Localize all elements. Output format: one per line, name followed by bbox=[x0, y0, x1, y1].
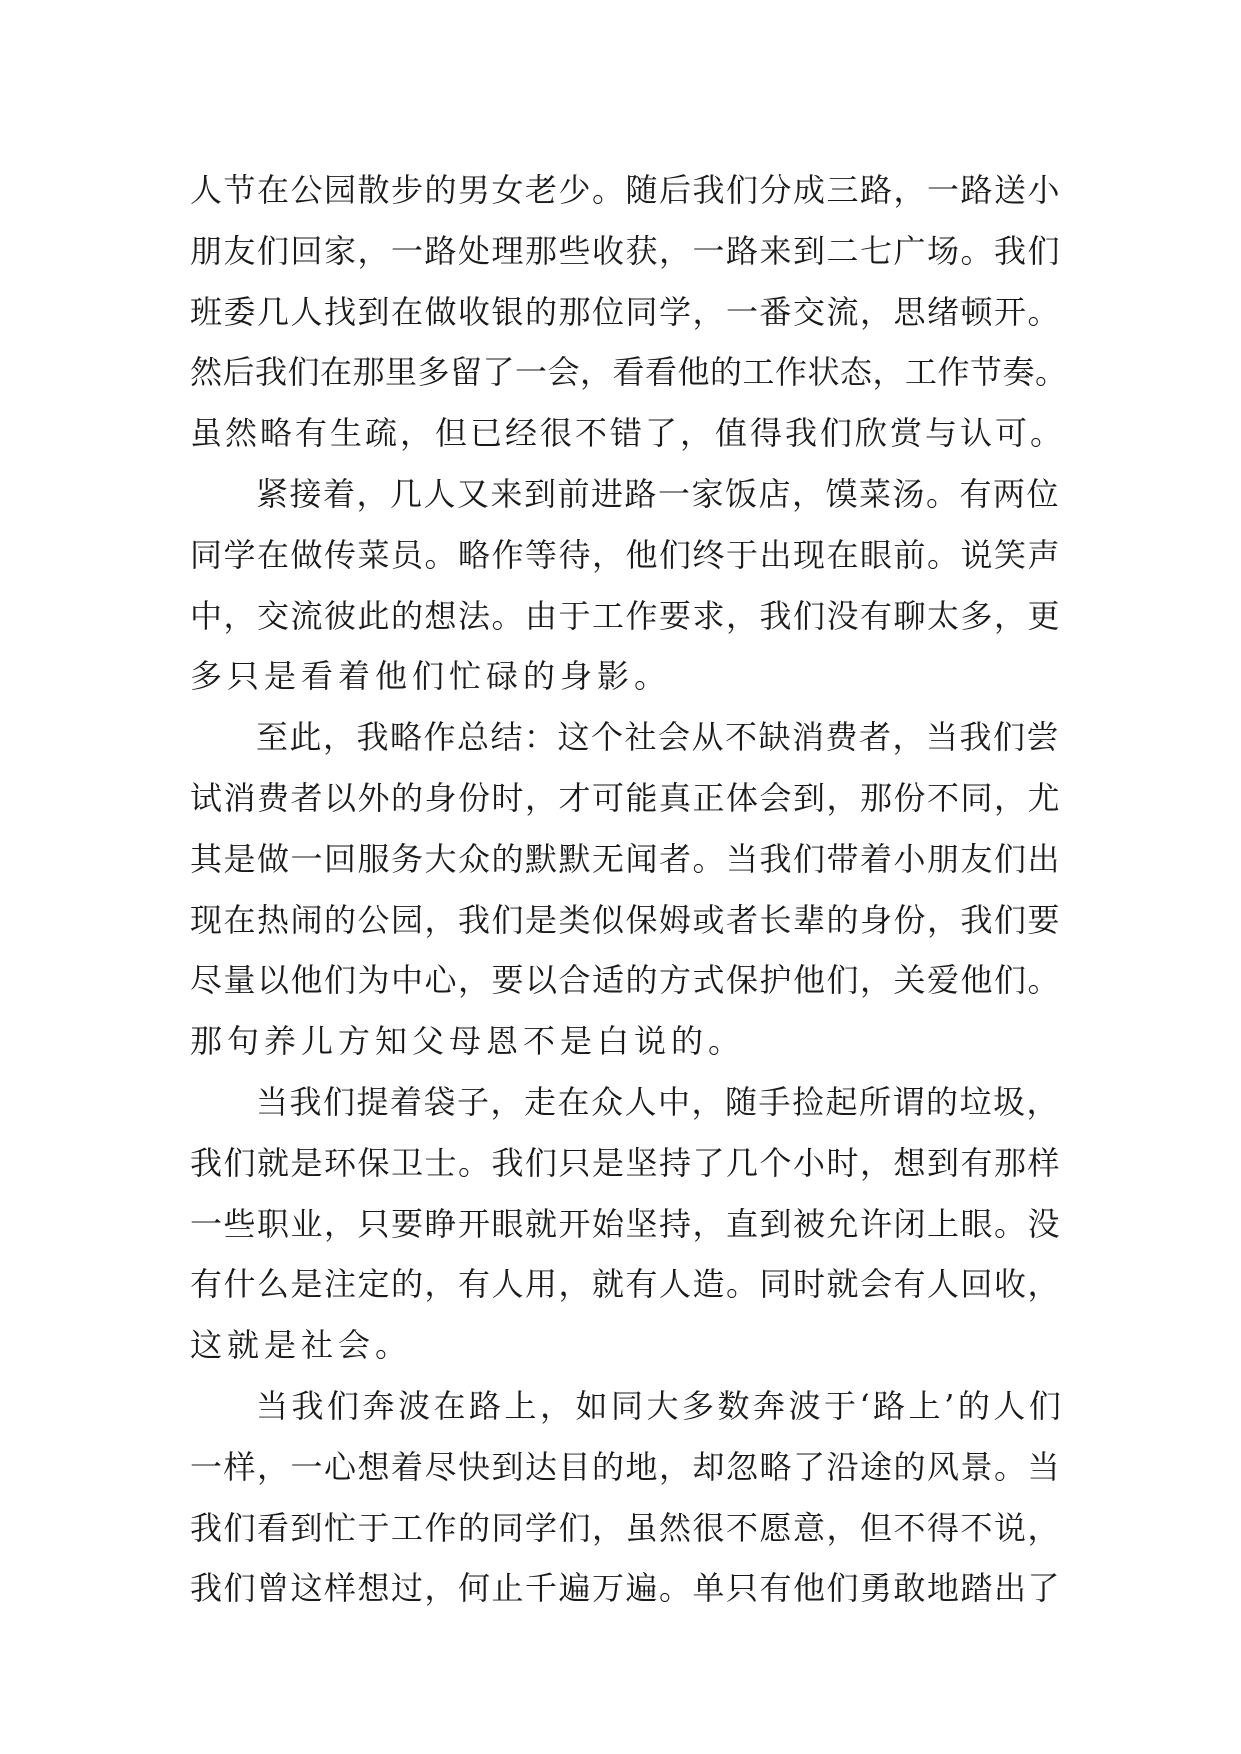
text-line: 尽量以他们为中心，要以合适的方式保护他们，关爱他们。 bbox=[190, 961, 1062, 1000]
text-line: 中，交流彼此的想法。由于工作要求，我们没有聊太多，更 bbox=[190, 596, 1062, 635]
text-line: 人节在公园散步的男女老少。随后我们分成三路，一路送小 bbox=[190, 171, 1062, 209]
text-line: 一样，一心想着尽快到达目的地，却忽略了沿途的风景。当 bbox=[190, 1447, 1062, 1486]
text-line: 这就是社会。 bbox=[190, 1326, 413, 1365]
text-line: 我们就是环保卫士。我们只是坚持了几个小时，想到有那样 bbox=[190, 1143, 1062, 1182]
text-line: 当我们提着袋子，走在众人中，随手捡起所谓的垃圾， bbox=[256, 1082, 1061, 1121]
text-line: 然后我们在那里多留了一会，看看他的工作状态，工作节奏。 bbox=[190, 353, 1068, 392]
text-line: 现在热闹的公园，我们是类似保姆或者长辈的身份，我们要 bbox=[190, 900, 1062, 939]
text-line: 至此，我略作总结：这个社会从不缺消费者，当我们尝 bbox=[256, 718, 1061, 757]
text-line: 班委几人找到在做收银的那位同学，一番交流，思绪顿开。 bbox=[190, 292, 1062, 331]
text-line: 那句养儿方知父母恩不是白说的。 bbox=[190, 1022, 746, 1061]
text-line: 试消费者以外的身份时，才可能真正体会到，那份不同，尤 bbox=[190, 778, 1062, 817]
text-line: 当我们奔波在路上，如同大多数奔波于‘路上’的人们 bbox=[256, 1386, 1065, 1425]
text-line: 一些职业，只要睁开眼就开始坚持，直到被允许闭上眼。没 bbox=[190, 1204, 1062, 1243]
text-line: 紧接着，几人又来到前进路一家饭店，馍菜汤。有两位 bbox=[256, 474, 1061, 513]
body-text bbox=[190, 160, 1070, 1619]
text-line: 其是做一回服务大众的默默无闻者。当我们带着小朋友们出 bbox=[190, 839, 1062, 878]
text-line: 朋友们回家，一路处理那些收获，一路来到二七广场。我们 bbox=[190, 231, 1062, 270]
text-line: 我们曾这样想过，何止千遍万遍。单只有他们勇敢地踏出了 bbox=[190, 1569, 1062, 1608]
text-line: 多只是看着他们忙碌的身影。 bbox=[190, 657, 672, 696]
text-line: 同学在做传菜员。略作等待，他们终于出现在眼前。说笑声 bbox=[190, 535, 1062, 574]
text-line: 虽然略有生疏，但已经很不错了，值得我们欣赏与认可。 bbox=[190, 414, 1066, 453]
text-line: 有什么是注定的，有人用，就有人造。同时就会有人回收， bbox=[190, 1265, 1062, 1304]
text-line: 我们看到忙于工作的同学们，虽然很不愿意，但不得不说， bbox=[190, 1508, 1062, 1547]
